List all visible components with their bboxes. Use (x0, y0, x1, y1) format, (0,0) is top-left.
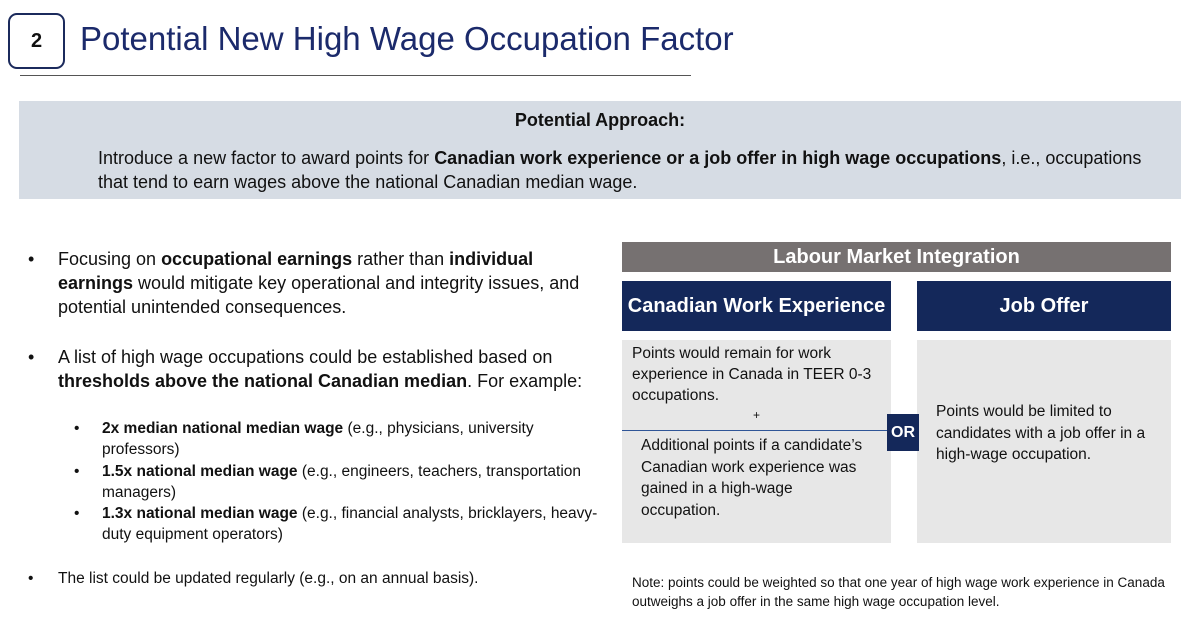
sub-bullet-2-bold: 1.5x national median wage (102, 463, 298, 480)
cwe-text-bottom: Additional points if a candidate’s Canadian work experience was gained in a high-wage occupation. (641, 437, 863, 519)
footnote: Note: points could be weighted so that one year of high wage work experience in Canada outweighs a job offer in the same high wage occupation level. (632, 575, 1165, 609)
bullet-1-part-4: individual earnings (58, 249, 534, 293)
bullet-dot: • (28, 249, 35, 269)
sub-bullet-1-bold: 2x median national median wage (102, 420, 344, 437)
sub-bullet-3-rest: (e.g., financial analysts, bricklayers, heavy-duty equipment operators) (102, 505, 598, 543)
slide-number-badge (8, 13, 65, 69)
bullet-1-part-3: rather than (352, 249, 450, 269)
sub-bullet-3-bold: 1.3x national median wage (102, 505, 298, 522)
bullet-2-part-1: A list of high wage occupations could be established based on (58, 347, 553, 367)
canadian-work-experience-panel (622, 340, 891, 543)
canadian-work-experience-heading: Canadian Work Experience (622, 281, 891, 331)
bullet-text-2 (58, 345, 588, 393)
approach-text-start: Introduce a new factor to award points for (98, 148, 435, 168)
approach-text (98, 146, 1168, 194)
labour-market-integration-heading: Labour Market Integration (622, 242, 1171, 272)
sub-bullet-2-rest: (e.g., engineers, teachers, transportation managers) (102, 463, 582, 501)
bullet-text-1 (58, 247, 588, 319)
or-badge: OR (887, 414, 919, 451)
bullet-1-part-5: would mitigate key operational and integrity issues, and potential unintended consequences. (58, 273, 580, 317)
sub-bullet-1-rest: (e.g., physicians, university professors) (102, 420, 534, 458)
slide-number: 2 (30, 29, 43, 52)
job-offer-heading: Job Offer (917, 281, 1171, 331)
bullet-dot: • (28, 347, 35, 367)
sub-bullet-text-3 (102, 503, 602, 545)
bullet-2-part-2: thresholds above the national Canadian median (58, 371, 468, 391)
job-offer-text: Points would be limited to candidates with a job offer in a high-wage occupation. (936, 403, 1146, 463)
sub-bullet-dot: • (74, 420, 80, 437)
sub-bullet-text-2 (102, 461, 602, 503)
cwe-text-top: Points would remain for work experience in Canada in TEER 0-3 occupations. (632, 345, 872, 404)
sub-bullet-text-1 (102, 418, 602, 460)
approach-text-end: , i.e., occupations that tend to earn wages above the national Canadian median wage. (98, 148, 1142, 192)
plus-sign: + (752, 408, 760, 422)
page-title: Potential New High Wage Occupation Factor (80, 20, 734, 57)
sub-bullet-dot: • (74, 463, 80, 480)
sub-bullet-dot: • (74, 505, 80, 522)
job-offer-panel (917, 340, 1171, 543)
title-underline (20, 75, 691, 76)
approach-text-bold: Canadian work experience or a job offer in high wage occupations (434, 148, 1002, 168)
bullet-1-part-1: Focusing on (58, 249, 162, 269)
approach-panel (19, 101, 1181, 199)
cwe-divider (622, 430, 891, 431)
approach-heading: Potential Approach: (514, 110, 686, 130)
bullet-text-3: The list could be updated regularly (e.g., on an annual basis). (58, 570, 479, 587)
bullet-2-part-3: . For example: (467, 371, 583, 391)
bullet-dot: • (28, 570, 34, 587)
bullet-1-part-2: occupational earnings (161, 249, 353, 269)
